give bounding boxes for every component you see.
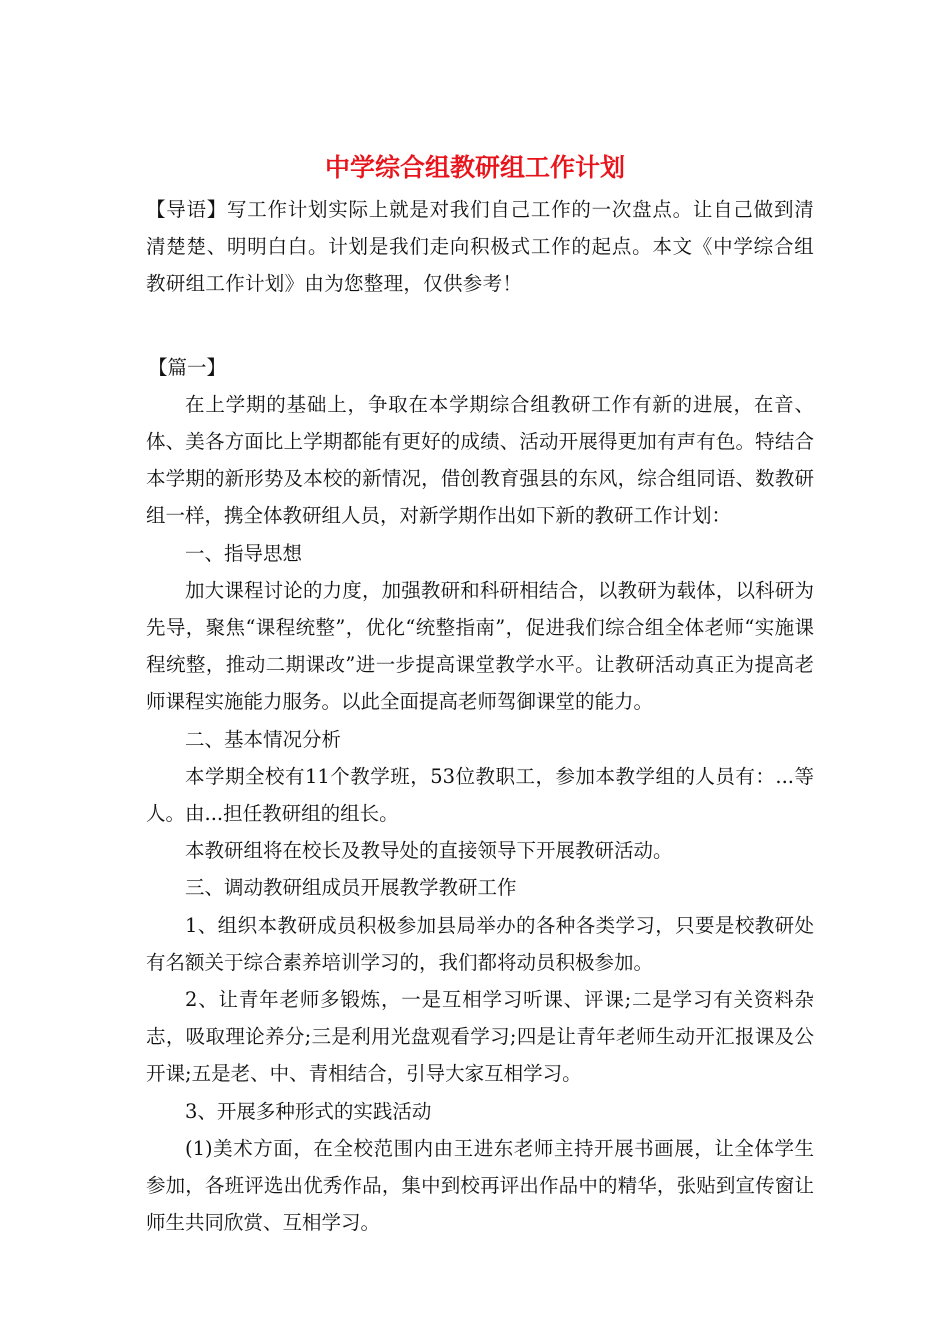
spacer bbox=[146, 303, 814, 349]
section-label: 【篇一】 bbox=[148, 355, 227, 379]
heading-situation-analysis: 二、基本情况分析 bbox=[185, 727, 342, 751]
heading-guiding-ideology: 一、指导思想 bbox=[185, 541, 303, 565]
heading-practice-activities: 3、开展多种形式的实践活动 bbox=[185, 1099, 432, 1123]
paragraph-1: 在上学期的基础上，争取在本学期综合组教研工作有新的进展，在音、体、美各方面比上学期都能有更好的成绩、活动开展得更加有声有色。特结合本学期的新形势及本校的新情况，借创教育强县的东风，综合组同语、数教研组一样，携全体教研组人员，对新学期作出如下新的教研工作计划： bbox=[146, 392, 814, 528]
paragraph-7: (1)美术方面，在全校范围内由王进东老师主持开展书画展，让全体学生参加，各班评选出优秀作品，集中到校再评出作品中的精华，张贴到宣传窗让师生共同欣赏、互相学习。 bbox=[146, 1136, 814, 1235]
paragraph-4: 本教研组将在校长及教导处的直接领导下开展教研活动。 bbox=[185, 839, 673, 863]
document-body bbox=[146, 191, 814, 1241]
heading-teaching-research: 三、调动教研组成员开展教学教研工作 bbox=[185, 876, 517, 900]
paragraph-2: 加大课程讨论的力度，加强教研和科研相结合，以教研为载体，以科研为先导，聚焦“课程统整”，优化“统整指南”，促进我们综合组全体老师“实施课程统整，推动二期课改”进一步提高课堂教学水平。让教研活动真正为提高老师课程实施能力服务。以此全面提高老师驾御课堂的能力。 bbox=[146, 578, 814, 714]
intro-paragraph: 【导语】写工作计划实际上就是对我们自己工作的一次盘点。让自己做到清清楚楚、明明白白。计划是我们走向积极式工作的起点。本文《中学综合组教研组工作计划》由为您整理，仅供参考！ bbox=[146, 198, 814, 296]
paragraph-6: 2、让青年老师多锻炼，一是互相学习听课、评课;二是学习有关资料杂志，吸取理论养分;三是利用光盘观看学习;四是让青年老师生动开汇报课及公开课;五是老、中、青相结合，引导大家互相学习。 bbox=[146, 988, 814, 1086]
document-title: 中学综合组教研组工作计划 bbox=[324, 153, 625, 182]
paragraph-5: 1、组织本教研成员积极参加县局举办的各种各类学习，只要是校教研处有名额关于综合素养培训学习的，我们都将动员积极参加。 bbox=[146, 913, 814, 974]
paragraph-3: 本学期全校有11个教学班，53位教职工，参加本教学组的人员有：...等人。由...担任教研组的组长。 bbox=[146, 764, 814, 826]
